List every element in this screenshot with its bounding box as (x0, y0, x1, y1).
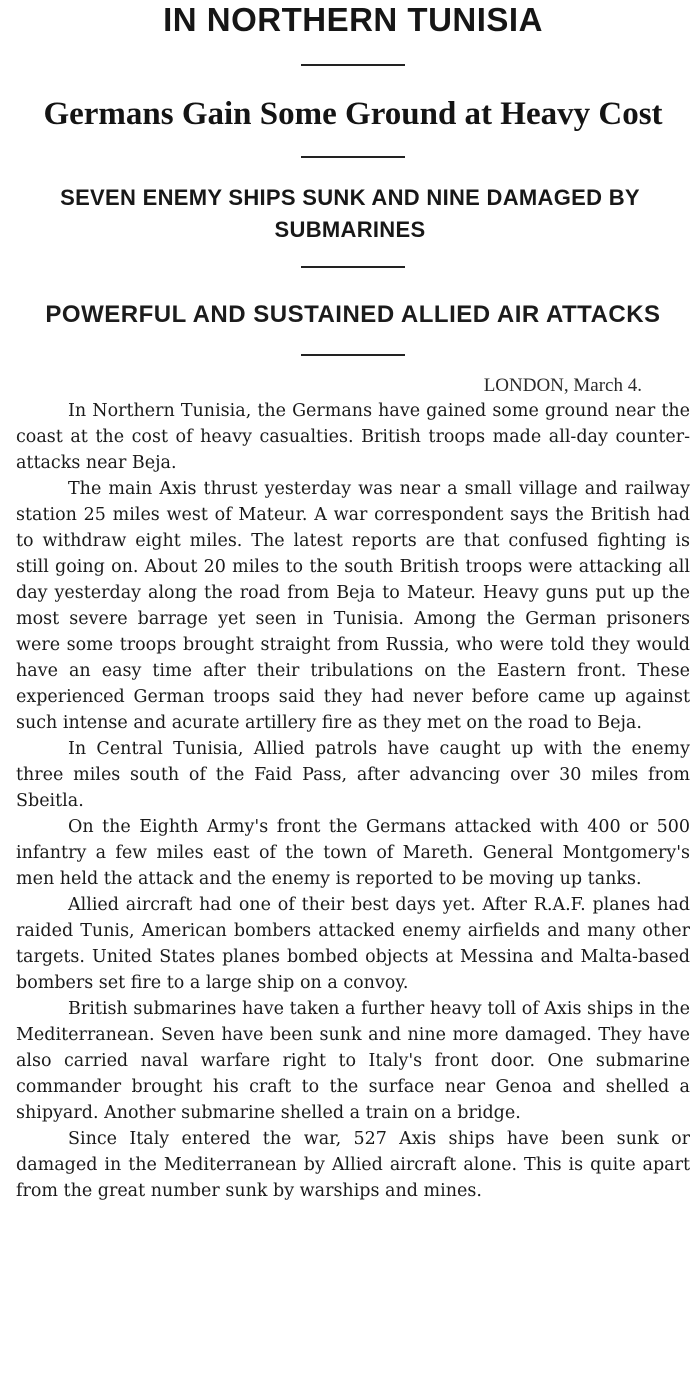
paragraph-northern-tunisia: In Northern Tunisia, the Germans have gained some ground near the coast at the cost of heavy casualties. British troops made all-day counter-attacks near Beja. (16, 401, 690, 473)
divider-rule (301, 354, 405, 356)
paragraph-axis-thrust: The main Axis thrust yesterday was near a small village and railway station 25 miles west of Mateur. A war correspondent says the British had to withdraw eight miles. The latest reports are that confused fighting is still going on. About 20 miles to the south British troops were attacking all day yesterday along the road from Beja to Mateur. Heavy guns put up the most severe barrage yet seen in Tunisia. Among the German prisoners were some troops brought straight from Russia, who were told they would have an easy time after their tribulations on the Eastern front. These experienced German troops said they had never before came up against such intense and acurate artillery fire as they met on the road to Beja. (16, 479, 690, 733)
subhead-germans-gain: Germans Gain Some Ground at Heavy Cost (43, 96, 663, 132)
divider-rule (301, 266, 405, 268)
paragraph-allied-aircraft: Allied aircraft had one of their best days yet. After R.A.F. planes had raided Tunis, American bombers attacked enemy airfields and many other targets. United States planes bombed objects at Messina and Malta-based bombers set fire to a large ship on a convoy. (16, 895, 690, 993)
divider-rule (301, 64, 405, 66)
subhead-air-attacks: POWERFUL AND SUSTAINED ALLIED AIR ATTACKS (45, 301, 661, 328)
paragraph-central-tunisia: In Central Tunisia, Allied patrols have caught up with the enemy three miles south of the Faid Pass, after advancing over 30 miles from Sbeitla. (16, 739, 690, 811)
article-body (16, 398, 690, 1204)
paragraph-eighth-army: On the Eighth Army's front the Germans attacked with 400 or 500 infantry a few miles east of the town of Mareth. General Montgomery's men held the attack and the enemy is reported to be moving up tanks. (16, 817, 690, 889)
dateline: LONDON, March 4. (483, 375, 642, 396)
paragraph-italy-war: Since Italy entered the war, 527 Axis ships have been sunk or damaged in the Mediterranean by Allied aircraft alone. This is quite apart from the great number sunk by warships and mines. (16, 1129, 690, 1201)
subhead-ships-sunk: SEVEN ENEMY SHIPS SUNK AND NINE DAMAGED BY SUBMARINES (60, 185, 640, 242)
headline: IN NORTHERN TUNISIA (163, 1, 543, 38)
paragraph-submarines: British submarines have taken a further heavy toll of Axis ships in the Mediterranean. Seven have been sunk and nine more damaged. They have also carried naval warfare right to Italy's front door. One submarine commander brought his craft to the surface near Genoa and shelled a shipyard. Another submarine shelled a train on a bridge. (16, 999, 690, 1123)
divider-rule (301, 156, 405, 158)
